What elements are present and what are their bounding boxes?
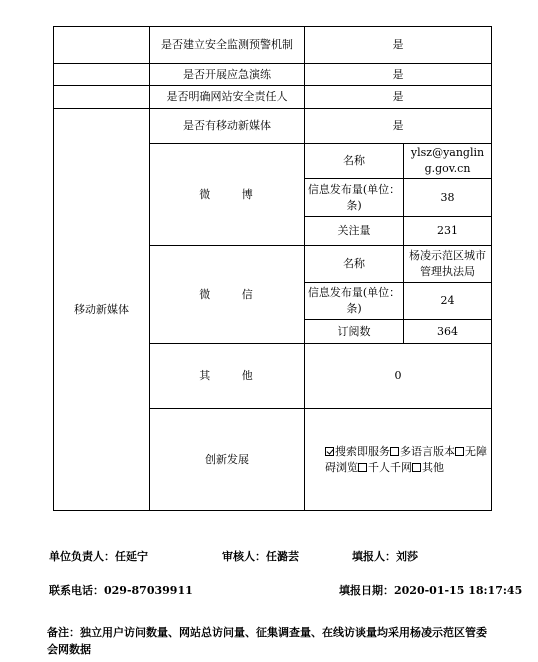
wechat-label: 微 信	[150, 246, 305, 344]
wechat-name-value: 杨凌示范区城市管理执法局	[404, 246, 492, 283]
wechat-posts-label: 信息发布量(单位：条)	[305, 283, 404, 320]
blank-cell	[54, 64, 150, 86]
reviewer: 审核人：任潞芸	[222, 550, 299, 563]
option-personalized[interactable]: 千人千网	[358, 461, 412, 474]
fill-date: 填报日期：2020-01-15 18:17:45	[339, 584, 523, 597]
has-media-value: 是	[305, 109, 492, 144]
weibo-label: 微 博	[150, 144, 305, 246]
wechat-subscribers-value: 364	[404, 320, 492, 344]
wechat-name-label: 名称	[305, 246, 404, 283]
phone: 联系电话：029-87039911	[49, 584, 193, 597]
responsible-label: 是否明确网站安全责任人	[150, 86, 305, 109]
checkbox-icon	[390, 447, 399, 456]
weibo-followers-label: 关注量	[305, 217, 404, 246]
blank-cell	[54, 27, 150, 64]
monitoring-label: 是否建立安全监测预警机制	[150, 27, 305, 64]
option-multilingual[interactable]: 多语言版本	[390, 445, 455, 458]
weibo-name-label: 名称	[305, 144, 404, 179]
weibo-followers-value: 231	[404, 217, 492, 246]
has-media-label: 是否有移动新媒体	[150, 109, 305, 144]
other-value: 0	[305, 344, 492, 409]
blank-cell	[54, 86, 150, 109]
unit-head: 单位负责人：任延宁	[49, 550, 148, 563]
drill-label: 是否开展应急演练	[150, 64, 305, 86]
weibo-posts-value: 38	[404, 179, 492, 217]
checkbox-icon	[455, 447, 464, 456]
footer-note: 备注：独立用户访问数量、网站总访问量、征集调查量、在线访谈量均采用杨凌示范区管委会网数据	[47, 626, 487, 656]
option-accessibility[interactable]: 无障碍浏览	[325, 444, 487, 474]
innovation-label: 创新发展	[150, 409, 305, 511]
option-search-service[interactable]: 搜索即服务	[325, 445, 390, 458]
wechat-posts-value: 24	[404, 283, 492, 320]
monitoring-value: 是	[305, 27, 492, 64]
weibo-posts-label: 信息发布量(单位：条)	[305, 179, 404, 217]
checkbox-icon	[325, 447, 334, 456]
wechat-subscribers-label: 订阅数	[305, 320, 404, 344]
report-table	[53, 26, 492, 511]
option-other[interactable]: 其他	[412, 461, 444, 474]
drill-value: 是	[305, 64, 492, 86]
responsible-value: 是	[305, 86, 492, 109]
checkbox-icon	[358, 463, 367, 472]
filler: 填报人：刘莎	[352, 550, 418, 563]
other-label: 其 他	[150, 344, 305, 409]
weibo-name-value: ylsz@yangling.gov.cn	[404, 144, 492, 179]
mobile-section-label: 移动新媒体	[54, 109, 150, 511]
checkbox-icon	[412, 463, 421, 472]
innovation-options	[305, 409, 492, 511]
